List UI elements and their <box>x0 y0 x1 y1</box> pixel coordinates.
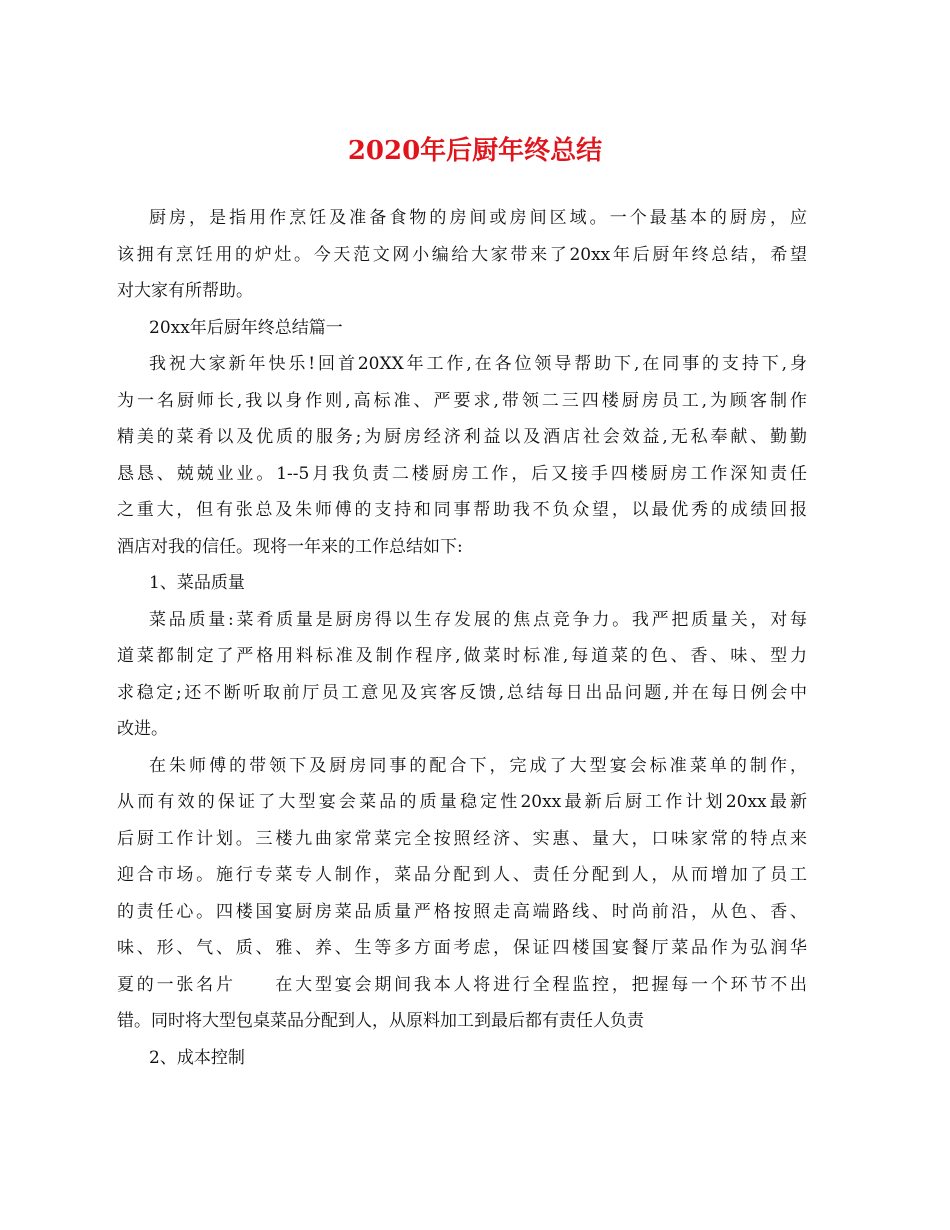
text-line: 在朱师傅的带领下及厨房同事的配合下，完成了大型宴会标准菜单的制作， <box>149 755 807 776</box>
text-line: 为一名厨师长,我以身作则,高标准、严要求,带领二三四楼厨房员工,为顾客制作 <box>117 390 807 411</box>
text-line: 的责任心。四楼国宴厨房菜品质量严格按照走高端路线、时尚前沿，从色、香、 <box>117 901 807 922</box>
text-line: 夏的一张名片 在大型宴会期间我本人将进行全程监控，把握每一个环节不出 <box>117 974 807 995</box>
text-line: 厨房，是指用作烹饪及准备食物的房间或房间区域。一个最基本的厨房，应 <box>149 208 807 228</box>
text-line: 1、菜品质量 <box>149 573 245 593</box>
text-line: 菜品质量:菜肴质量是厨房得以生存发展的焦点竞争力。我严把质量关，对每 <box>149 609 807 630</box>
text-line: 改进。 <box>117 719 168 739</box>
text-line: 酒店对我的信任。现将一年来的工作总结如下: <box>117 536 463 557</box>
text-line: 后厨工作计划。三楼九曲家常菜完全按照经济、实惠、量大，口味家常的特点来 <box>117 828 807 849</box>
document-body <box>117 200 807 1076</box>
text-line: 20xx年后厨年终总结篇一 <box>149 317 343 338</box>
text-line: 我祝大家新年快乐!回首20XX年工作,在各位领导帮助下,在同事的支持下,身 <box>149 354 807 374</box>
text-line: 迎合市场。施行专菜专人制作，菜品分配到人、责任分配到人，从而增加了员工 <box>117 865 807 885</box>
text-line: 对大家有所帮助。 <box>117 281 253 301</box>
text-line: 该拥有烹饪用的炉灶。今天范文网小编给大家带来了20xx年后厨年终总结，希望 <box>117 244 807 265</box>
text-line: 之重大，但有张总及朱师傅的支持和同事帮助我不负众望，以最优秀的成绩回报 <box>117 500 807 520</box>
text-line: 恳恳、兢兢业业。1--5月我负责二楼厨房工作，后又接手四楼厨房工作深知责任 <box>117 463 807 484</box>
text-line: 错。同时将大型包桌菜品分配到人，从原料加工到最后都有责任人负责 <box>117 1011 644 1031</box>
text-line: 道菜都制定了严格用料标准及制作程序,做菜时标准,每道菜的色、香、味、型力 <box>117 646 807 666</box>
text-line: 从而有效的保证了大型宴会菜品的质量稳定性20xx最新后厨工作计划20xx最新 <box>117 792 807 812</box>
text-line: 求稳定;还不断听取前厅员工意见及宾客反馈,总结每日出品问题,并在每日例会中 <box>117 682 807 703</box>
text-line: 味、形、气、质、雅、养、生等多方面考虑，保证四楼国宴餐厅菜品作为弘润华 <box>117 938 807 958</box>
text-line: 2、成本控制 <box>149 1047 245 1068</box>
text-line: 精美的菜肴以及优质的服务;为厨房经济利益以及酒店社会效益,无私奉献、勤勤 <box>117 427 807 447</box>
document-title: 2020年后厨年终总结 <box>347 136 603 166</box>
